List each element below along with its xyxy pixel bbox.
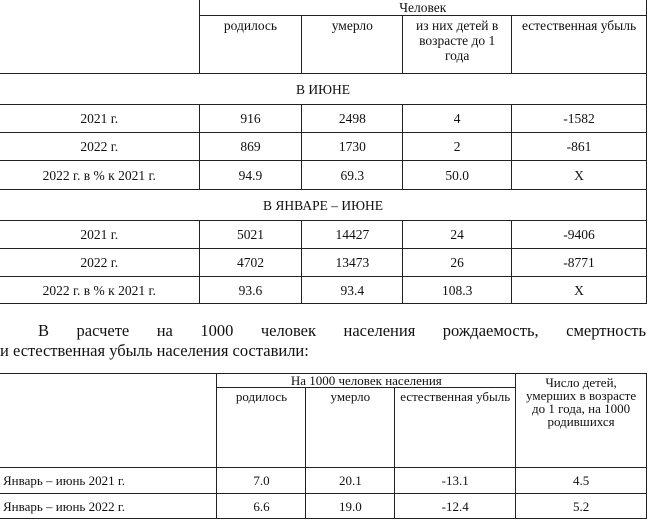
row-label: 2021 г. (0, 221, 199, 249)
cell: -8771 (512, 249, 647, 277)
row-label: 2022 г. в % к 2021 г. (0, 277, 199, 304)
col-header-died: умерло (302, 16, 403, 74)
paragraph-line-1: В расчете на 1000 человек населения рождаемость, смертность (38, 321, 646, 340)
row-label: 2021 г. (0, 105, 199, 133)
col-header-natural-decrease: естественная убыль (512, 16, 647, 74)
table-row (0, 133, 647, 161)
cell: 14427 (302, 221, 403, 249)
cell: 20.1 (306, 468, 395, 494)
cell: Х (512, 161, 647, 190)
cell: 13473 (302, 249, 403, 277)
group-header: Человек (199, 0, 646, 16)
cell: -9406 (512, 221, 647, 249)
table-row (0, 249, 647, 277)
table-row (0, 494, 647, 519)
blank-header-cell (0, 0, 199, 74)
table-row (0, 221, 647, 249)
cell: 1730 (302, 133, 403, 161)
cell: -13.1 (395, 468, 516, 494)
section-title-jan-june: В ЯНВАРЕ – ИЮНЕ (0, 190, 647, 221)
cell: 916 (199, 105, 302, 133)
section-title-june: В ИЮНЕ (0, 74, 647, 105)
cell: 4.5 (516, 468, 647, 494)
col-header-infant-mortality: Число детей, умерших в возрасте до 1 года, на 1000 родившихся (516, 374, 647, 468)
cell: 5.2 (516, 494, 647, 519)
row-label: 2022 г. (0, 133, 199, 161)
cell: 69.3 (302, 161, 403, 190)
col-header-died: умерло (306, 388, 395, 468)
cell: 4 (403, 105, 512, 133)
col-header-born: родилось (217, 388, 306, 468)
col-header-natural-decrease: естественная убыль (395, 388, 516, 468)
cell: 94.9 (199, 161, 302, 190)
table-row (0, 105, 647, 133)
cell: 5021 (199, 221, 302, 249)
cell: 93.4 (302, 277, 403, 304)
row-label: Январь – июнь 2022 г. (0, 494, 217, 519)
per-1000-table (0, 373, 647, 519)
row-label: Январь – июнь 2021 г. (0, 468, 217, 494)
cell: 869 (199, 133, 302, 161)
row-label: 2022 г. (0, 249, 199, 277)
row-label: 2022 г. в % к 2021 г. (0, 161, 199, 190)
blank-header-cell (0, 374, 217, 468)
cell: 50.0 (403, 161, 512, 190)
table-row (0, 468, 647, 494)
cell: 6.6 (217, 494, 306, 519)
cell: -861 (512, 133, 647, 161)
paragraph-line-2: и естественная убыль населения составили: (0, 341, 309, 360)
cell: -1582 (512, 105, 647, 133)
cell: -12.4 (395, 494, 516, 519)
col-header-infant-deaths: из них детей в возрасте до 1 года (403, 16, 512, 74)
cell: Х (512, 277, 647, 304)
table-row (0, 277, 647, 304)
group-header: На 1000 человек населения (217, 374, 516, 388)
cell: 7.0 (217, 468, 306, 494)
cell: 19.0 (306, 494, 395, 519)
cell: 2498 (302, 105, 403, 133)
cell: 108.3 (403, 277, 512, 304)
cell: 24 (403, 221, 512, 249)
cell: 26 (403, 249, 512, 277)
cell: 2 (403, 133, 512, 161)
summary-paragraph (0, 321, 646, 361)
cell: 4702 (199, 249, 302, 277)
col-header-born: родилось (199, 16, 302, 74)
table-row (0, 161, 647, 190)
cell: 93.6 (199, 277, 302, 304)
